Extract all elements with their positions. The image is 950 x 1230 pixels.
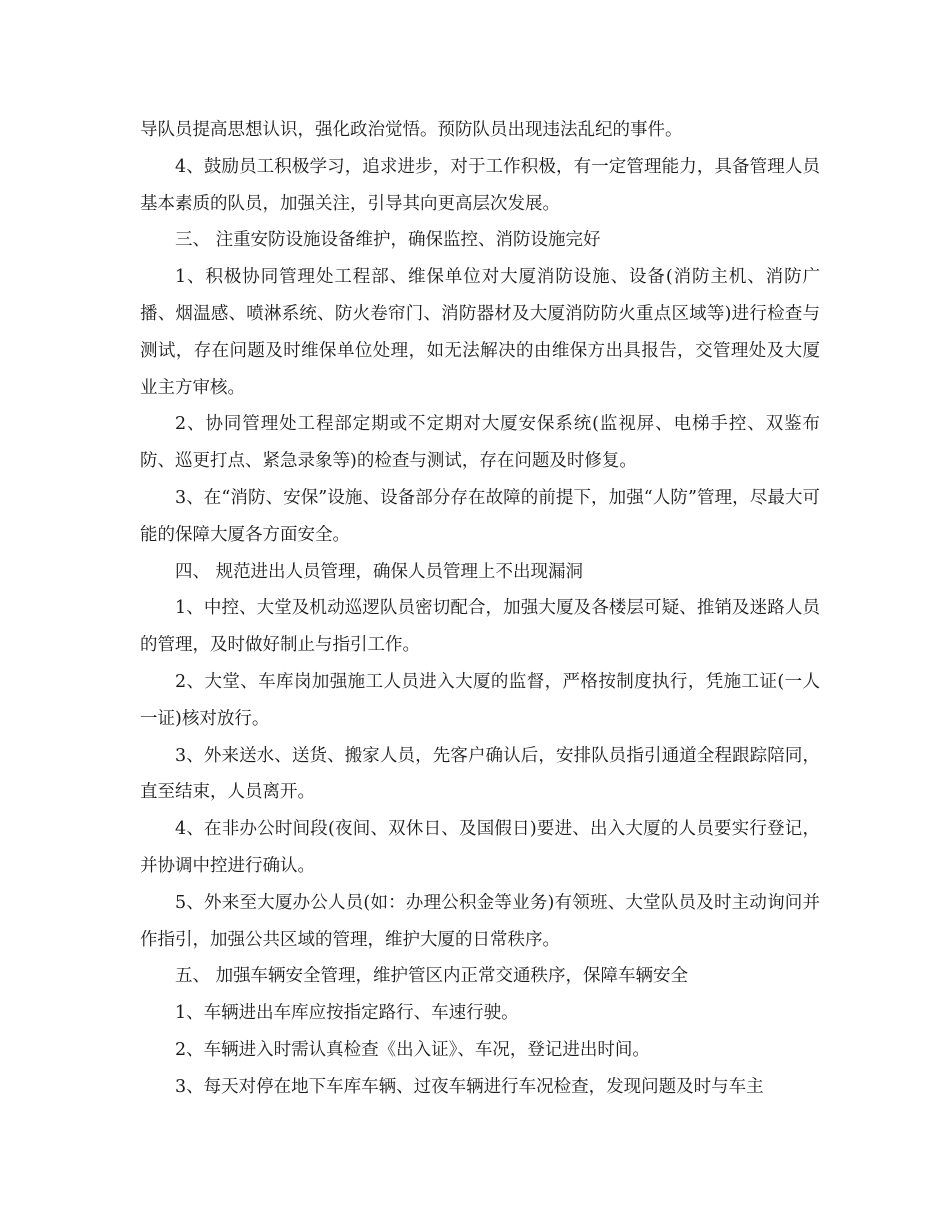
paragraph: 4、在非办公时间段(夜间、双休日、及国假日)要进、出入大厦的人员要实行登记，并协调中控进行确认。 bbox=[140, 819, 820, 876]
paragraph: 2、大堂、车库岗加强施工人员进入大厦的监督，严格按制度执行，凭施工证(一人一证)核对放行。 bbox=[140, 671, 820, 729]
paragraph: 2、协同管理处工程部定期或不定期对大厦安保系统(监视屏、电梯手控、双鉴布防、巡更打点、紧急录象等)的检查与测试，存在问题及时修复。 bbox=[140, 414, 820, 472]
paragraph: 1、中控、大堂及机动巡逻队员密切配合，加强大厦及各楼层可疑、推销及迷路人员的管理，及时做好制止与指引工作。 bbox=[140, 598, 820, 656]
paragraph: 1、积极协同管理处工程部、维保单位对大厦消防设施、设备(消防主机、消防广播、烟温感、喷淋系统、防火卷帘门、消防器材及大厦消防防火重点区域等)进行检查与测试，存在问题及时维保单位处理，如无法解决的由维保方出具报告，交管理处及大厦业主方审核。 bbox=[140, 267, 820, 398]
paragraph: 1、车辆进出车库应按指定路行、车速行驶。 bbox=[175, 1003, 519, 1024]
paragraph: 4、鼓励员工积极学习，追求进步，对于工作积极，有一定管理能力，具备管理人员基本素质的队员，加强关注，引导其向更高层次发展。 bbox=[140, 156, 820, 214]
paragraph: 3、在“消防、安保”设施、设备部分存在故障的前提下，加强“人防”管理，尽最大可能的保障大厦各方面安全。 bbox=[140, 487, 820, 545]
section-heading: 四、 规范进出人员管理，确保人员管理上不出现漏洞 bbox=[175, 561, 584, 582]
paragraph: 3、外来送水、送货、搬家人员，先客户确认后，安排队员指引通道全程跟踪陪同，直至结束，人员离开。 bbox=[140, 745, 820, 803]
paragraph: 2、车辆进入时需认真检查《出入证》、车况，登记进出时间。 bbox=[175, 1039, 650, 1060]
paragraph: 导队员提高思想认识，强化政治觉悟。预防队员出现违法乱纪的事件。 bbox=[140, 120, 683, 140]
section-heading: 三、 注重安防设施设备维护，确保监控、消防设施完好 bbox=[175, 230, 601, 251]
paragraph: 3、每天对停在地下车库车辆、过夜车辆进行车况检查，发现问题及时与车主 bbox=[175, 1076, 764, 1097]
section-heading: 五、 加强车辆安全管理，维护管区内正常交通秩序，保障车辆安全 bbox=[175, 966, 689, 987]
paragraph: 5、外来至大厦办公人员(如：办理公积金等业务)有领班、大堂队员及时主动询问并作指引，加强公共区域的管理，维护大厦的日常秩序。 bbox=[140, 892, 820, 950]
document-body bbox=[140, 112, 820, 1106]
